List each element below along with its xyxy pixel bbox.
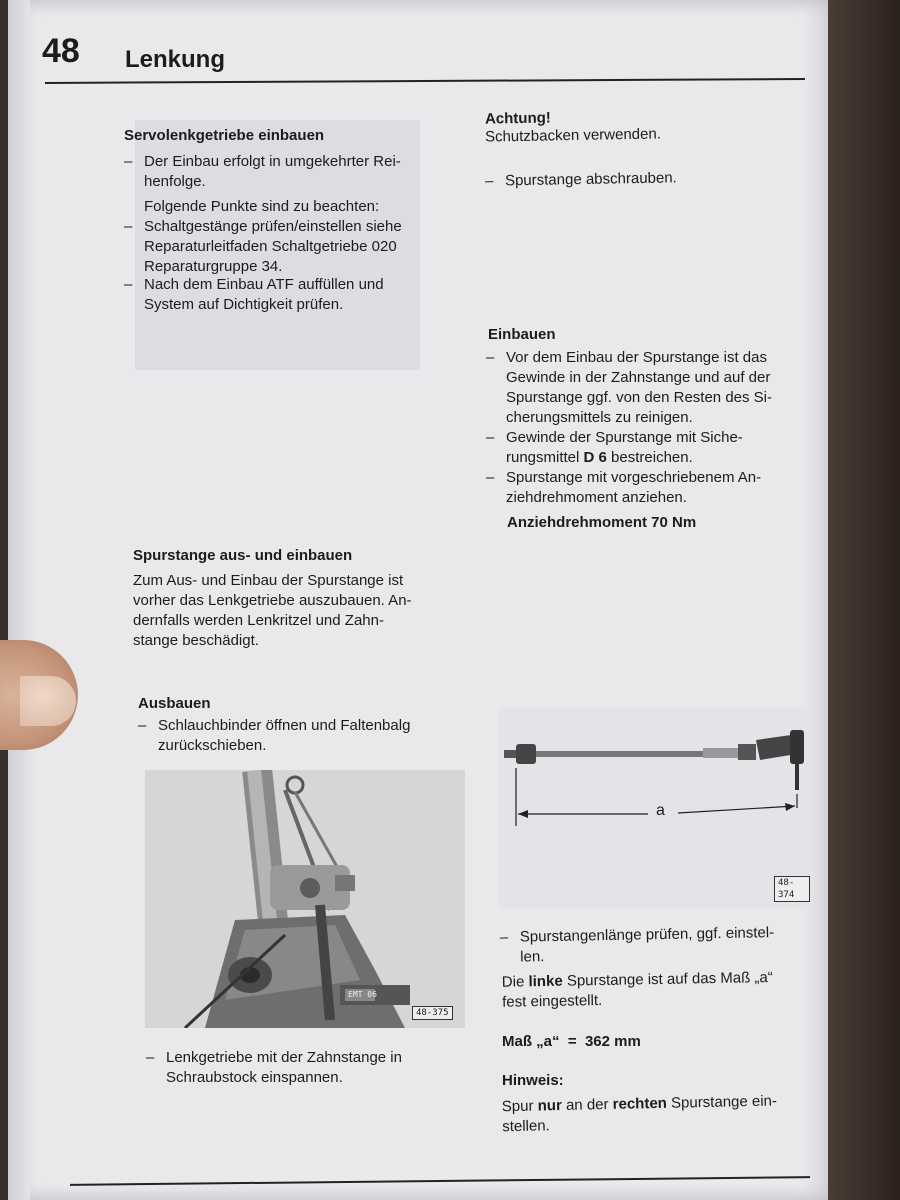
dimension-spec: Maß „a“ = 362 mm xyxy=(502,1033,641,1050)
warning-heading: Achtung! xyxy=(484,109,551,128)
list-item: – Schaltgestänge prüfen/einstellen siehe Reparaturleitfaden Schaltgetriebe 020 Reparaturgruppe 34. xyxy=(124,217,464,277)
list-item: – Der Einbau erfolgt in umgekehrter Rei- henfolge. xyxy=(124,152,464,192)
list-item: – Nach dem Einbau ATF auffüllen und System auf Dichtigkeit prüfen. xyxy=(124,275,464,315)
warning-text: Schutzbacken verwenden. xyxy=(484,125,662,146)
vise-stamp: EMT 06 xyxy=(348,990,377,999)
page-edge xyxy=(8,0,30,1200)
list-item: – Schlauchbinder öffnen und Faltenbalg zurückschieben. xyxy=(138,716,478,756)
figure-label: 48-375 xyxy=(412,1006,453,1020)
list-item: – Spurstange mit vorgeschriebenem An- ziehdrehmoment anziehen. xyxy=(486,468,826,508)
thumbnail xyxy=(20,676,76,726)
section-heading: Ausbauen xyxy=(138,695,211,712)
list-item: – Spurstange abschrauben. xyxy=(485,168,677,191)
torque-spec: Anziehdrehmoment 70 Nm xyxy=(507,514,697,531)
note-heading: Hinweis: xyxy=(502,1072,564,1089)
dimension-label: a xyxy=(656,802,665,819)
section-heading: Servolenkgetriebe einbauen xyxy=(124,127,325,144)
note-text: Spur nur an der rechten Spurstange ein- stellen. xyxy=(501,1092,778,1136)
list-item: – Gewinde der Spurstange mit Siche- rungsmittel D 6 bestreichen. xyxy=(486,428,826,468)
list-item: – Spurstangenlänge prüfen, ggf. einstel- len. xyxy=(500,922,831,968)
section-heading: Einbauen xyxy=(488,326,556,343)
paragraph: Zum Aus- und Einbau der Spurstange ist vorher das Lenkgetriebe auszubauen. An- dernfalls werden Lenkritzel und Zahn- stange beschädigt. xyxy=(133,572,412,649)
paragraph: Die linke Spurstange ist auf das Maß „a“ fest eingestellt. xyxy=(501,968,773,1011)
paragraph: Folgende Punkte sind zu beachten: xyxy=(144,198,380,215)
list-item: – Vor dem Einbau der Spurstange ist das Gewinde in der Zahnstange und auf der Spurstange ggf. von den Resten des Si- cherungsmittels zu reinigen. xyxy=(486,348,826,428)
figure-label: 48-374 xyxy=(774,876,810,902)
vise-illustration xyxy=(145,770,465,1028)
background-right xyxy=(828,0,900,1200)
tie-rod-illustration xyxy=(498,708,810,908)
section-heading: Spurstange aus- und einbauen xyxy=(133,547,353,564)
list-item: – Lenkgetriebe mit der Zahnstange in Schraubstock einspannen. xyxy=(146,1048,486,1088)
page-title: Lenkung xyxy=(125,46,225,73)
figure-photo-vise xyxy=(145,770,465,1028)
page-number: 48 xyxy=(42,32,80,70)
figure-tie-rod-diagram xyxy=(498,708,810,908)
